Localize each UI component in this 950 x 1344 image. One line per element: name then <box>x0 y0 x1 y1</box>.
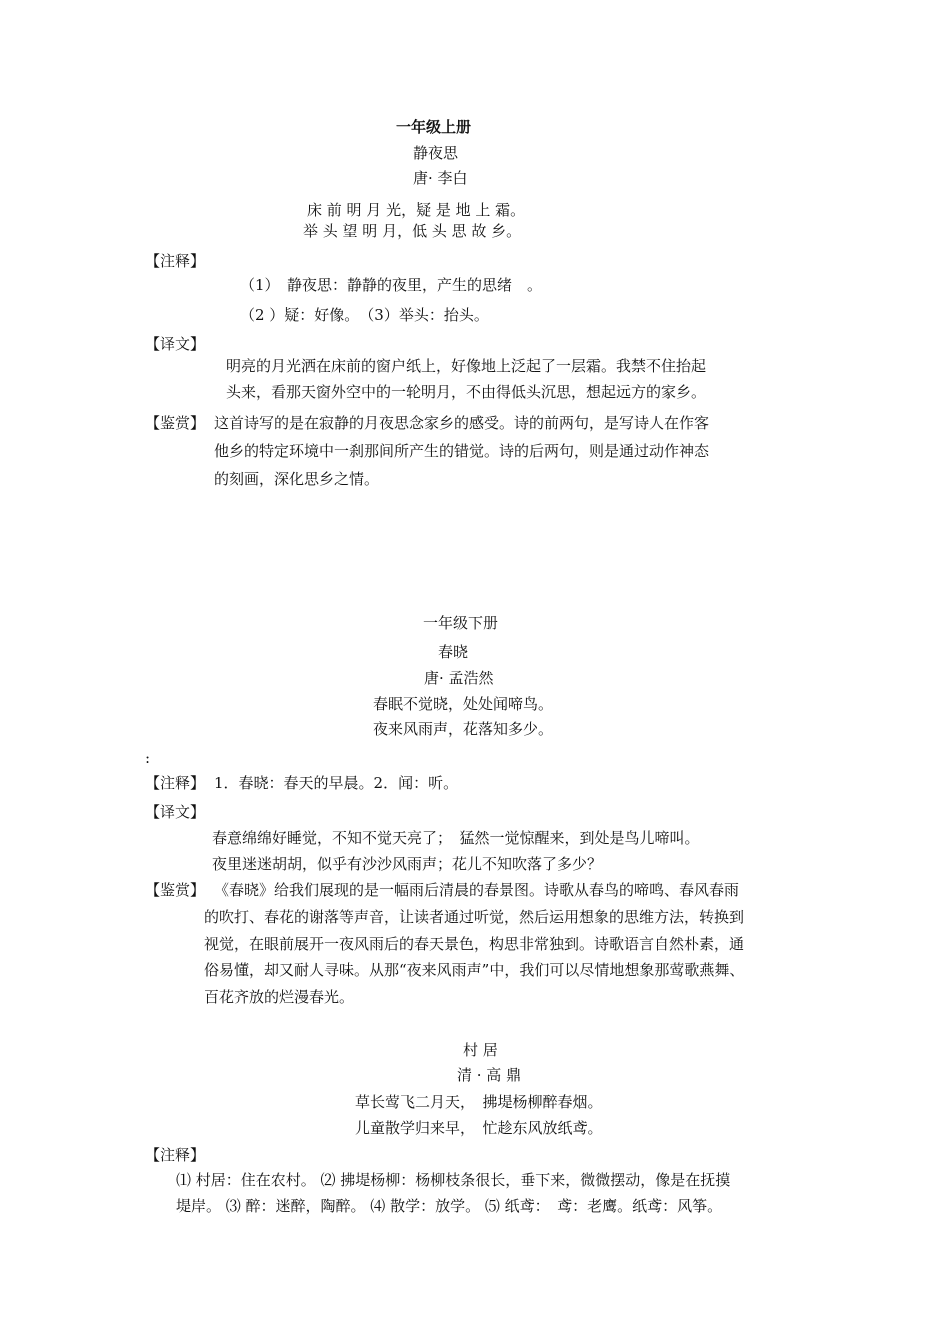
notes-2: 1．春晓：春天的早晨。2．闻：听。 <box>214 774 459 792</box>
poem-line-3-2: 儿童散学归来早， 忙趁东风放纸鸢。 <box>355 1119 603 1137</box>
grade-heading-2: 一年级下册 <box>423 614 499 632</box>
poem-line-1-1: 床 前 明 月 光，疑 是 地 上 霜。 <box>307 201 526 219</box>
appreciation-label-2: 【鉴赏】 <box>145 881 206 899</box>
notes-label-1: 【注释】 <box>145 252 206 270</box>
poem-author-3: 清 · 高 鼎 <box>457 1066 522 1084</box>
appreciation-2-line-2: 的吹打、春花的谢落等声音，让读者通过听觉，然后运用想象的思维方法，转换到 <box>204 908 745 926</box>
appreciation-2-line-3: 视觉，在眼前展开一夜风雨后的春天景色，构思非常独到。诗歌语言自然朴素，通 <box>204 935 745 953</box>
translation-1-line-1: 明亮的月光洒在床前的窗户纸上，好像地上泛起了一层霜。我禁不住抬起 <box>226 357 707 375</box>
poem-line-2-2: 夜来风雨声，花落知多少。 <box>373 720 554 738</box>
poem-author-2: 唐· 孟浩然 <box>424 669 494 687</box>
notes-3-line-2: 堤岸。 ⑶ 醉：迷醉，陶醉。 ⑷ 散学：放学。 ⑸ 纸鸢： 鸢：老鹰。纸鸢：风筝。 <box>176 1197 723 1215</box>
appreciation-1-line-2: 他乡的特定环境中一刹那间所产生的错觉。诗的后两句，则是通过动作神态 <box>214 442 710 460</box>
notes-3-line-1: ⑴ 村居：住在农村。 ⑵ 拂堤杨柳：杨柳枝条很长，垂下来，微微摆动，像是在抚摸 <box>176 1171 731 1189</box>
translation-2-line-2: 夜里迷迷胡胡，似乎有沙沙风雨声；花儿不知吹落了多少？ <box>212 855 603 873</box>
poem-title-1: 静夜思 <box>413 144 459 162</box>
poem-line-2-1: 春眠不觉晓，处处闻啼鸟。 <box>373 695 554 713</box>
appreciation-2-line-1: 《春晓》给我们展现的是一幅雨后清晨的春景图。诗歌从春鸟的啼鸣、春风春雨 <box>214 881 740 899</box>
appreciation-1-line-3: 的刻画，深化思乡之情。 <box>214 470 380 488</box>
translation-label-1: 【译文】 <box>145 335 206 353</box>
poem-line-1-2: 举 头 望 明 月，低 头 思 故 乡。 <box>303 222 522 240</box>
note-1-2: （2 ）疑：好像。 （3）举头：抬头。 <box>240 306 489 324</box>
appreciation-1-line-1: 这首诗写的是在寂静的月夜思念家乡的感受。诗的前两句，是写诗人在作客 <box>214 414 710 432</box>
notes-label-2: 【注释】 <box>145 774 206 792</box>
poem-title-2: 春晓 <box>438 643 469 661</box>
poem-line-3-1: 草长莺飞二月天， 拂堤杨柳醉春烟。 <box>355 1093 603 1111</box>
appreciation-label-1: 【鉴赏】 <box>145 414 206 432</box>
poem-title-3: 村 居 <box>463 1041 498 1059</box>
appreciation-2-line-5: 百花齐放的烂漫春光。 <box>204 988 355 1006</box>
translation-2-line-1: 春意绵绵好睡觉，不知不觉天亮了； 猛然一觉惊醒来，到处是鸟儿啼叫。 <box>212 829 700 847</box>
appreciation-2-line-4: 俗易懂，却又耐人寻味。从那“夜来风雨声”中，我们可以尽情地想象那莺歌燕舞、 <box>204 961 745 979</box>
stray-colon: : <box>145 749 151 767</box>
poem-author-1: 唐· 李白 <box>413 169 468 187</box>
grade-heading-1: 一年级上册 <box>396 118 472 136</box>
note-1-1: （1） 静夜思：静静的夜里，产生的思绪 。 <box>240 276 543 294</box>
notes-label-3: 【注释】 <box>145 1146 206 1164</box>
translation-label-2: 【译文】 <box>145 803 206 821</box>
translation-1-line-2: 头来，看那天窗外空中的一轮明月，不由得低头沉思，想起远方的家乡。 <box>226 383 707 401</box>
